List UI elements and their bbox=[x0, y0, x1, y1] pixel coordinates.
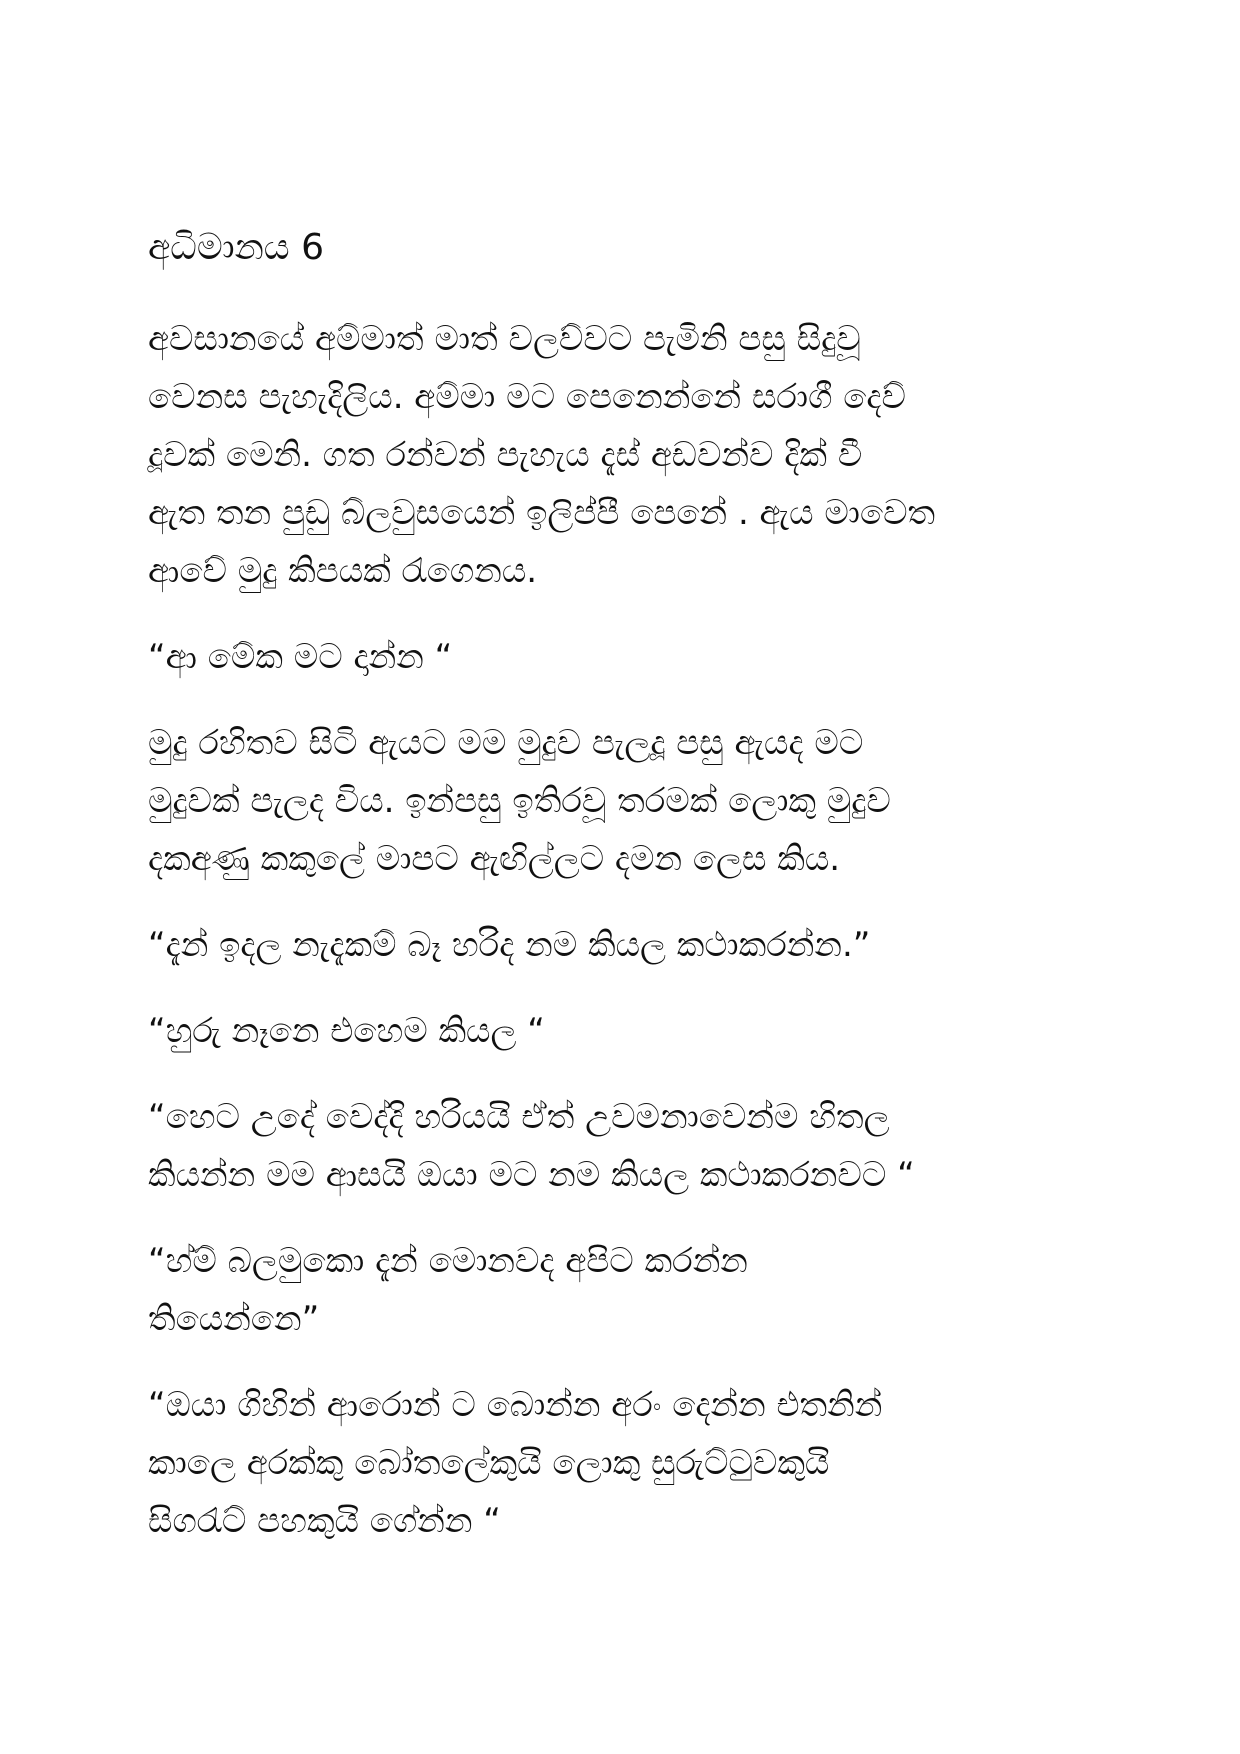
text-line: “දැන් ඉදල නැදැකම් බෑ හරිද නම කියල කථාකරන්න.” bbox=[148, 925, 871, 965]
paragraph-1 bbox=[148, 310, 1108, 600]
text-line: “ඔයා ගිහින් ආරොන් ට බොන්න අරං දෙන්න එතනින් bbox=[148, 1385, 883, 1425]
paragraph-3 bbox=[148, 714, 1108, 888]
paragraph-6 bbox=[148, 1088, 1108, 1204]
text-line: “හ්ම් බලමුකො දැන් මොනවද අපිට කරන්න bbox=[148, 1241, 748, 1281]
text-line: තියෙන්නෙ” bbox=[148, 1299, 320, 1339]
page-title: අධිමානය 6 bbox=[148, 227, 325, 268]
text-line: මුදු රහිතව සිටි ඇයට මම මුදුව පැලදූ පසු ඇයද මට bbox=[148, 723, 864, 763]
paragraph-2 bbox=[148, 628, 1108, 686]
text-line: දූවක් මෙනි. ගත රන්වන් පැහැය දැස් අඩවන්ව දික් වී bbox=[148, 435, 863, 475]
paragraph-5 bbox=[148, 1002, 1108, 1060]
text-line: සිගරැට් පහකුයි ගේන්න “ bbox=[148, 1501, 501, 1541]
text-line: “හුරු නෑනෙ එහෙම කියල “ bbox=[148, 1011, 545, 1051]
document-body bbox=[148, 222, 1108, 1578]
text-line: වෙනස පැහැදිලිය. අම්මා මට පෙනෙන්නේ සරාගී දෙව් bbox=[148, 377, 906, 417]
text-line: දකඅණු කකුලේ මාපට ඇඟිල්ලට දමන ලෙස කිය. bbox=[148, 839, 841, 879]
text-line: “ආ මේක මට දාන්න “ bbox=[148, 637, 453, 677]
text-line: ආවේ මුදු කිපයක් රැගෙනය. bbox=[148, 551, 538, 591]
paragraph-8 bbox=[148, 1376, 1108, 1550]
text-line: කාලෙ අරක්කු බෝතලේකුයි ලොකු සුරුට්ටුවකුයි bbox=[148, 1443, 830, 1483]
text-line: කියන්න මම ආසයි ඔයා මට නම කියල කථාකරනවට “ bbox=[148, 1155, 915, 1195]
text-line: මුදුවක් පැලද විය. ඉන්පසු ඉතිරවූ තරමක් ලොකු මුදුව bbox=[148, 781, 891, 821]
paragraph-7 bbox=[148, 1232, 1108, 1348]
text-line: “හෙට උදේ වෙද්දි හරියයි ඒත් උවමනාවෙන්ම හිතල bbox=[148, 1097, 890, 1137]
paragraph-4 bbox=[148, 916, 1108, 974]
text-line: අවසානයේ අම්මාත් මාත් වලව්වට පැමිනි පසු සිදුවූ bbox=[148, 319, 861, 359]
text-line: ඇත තන පුඩු බ්ලවුසයෙන් ඉලිප්පී පෙනේ . ඇය මාවෙත bbox=[148, 493, 936, 533]
